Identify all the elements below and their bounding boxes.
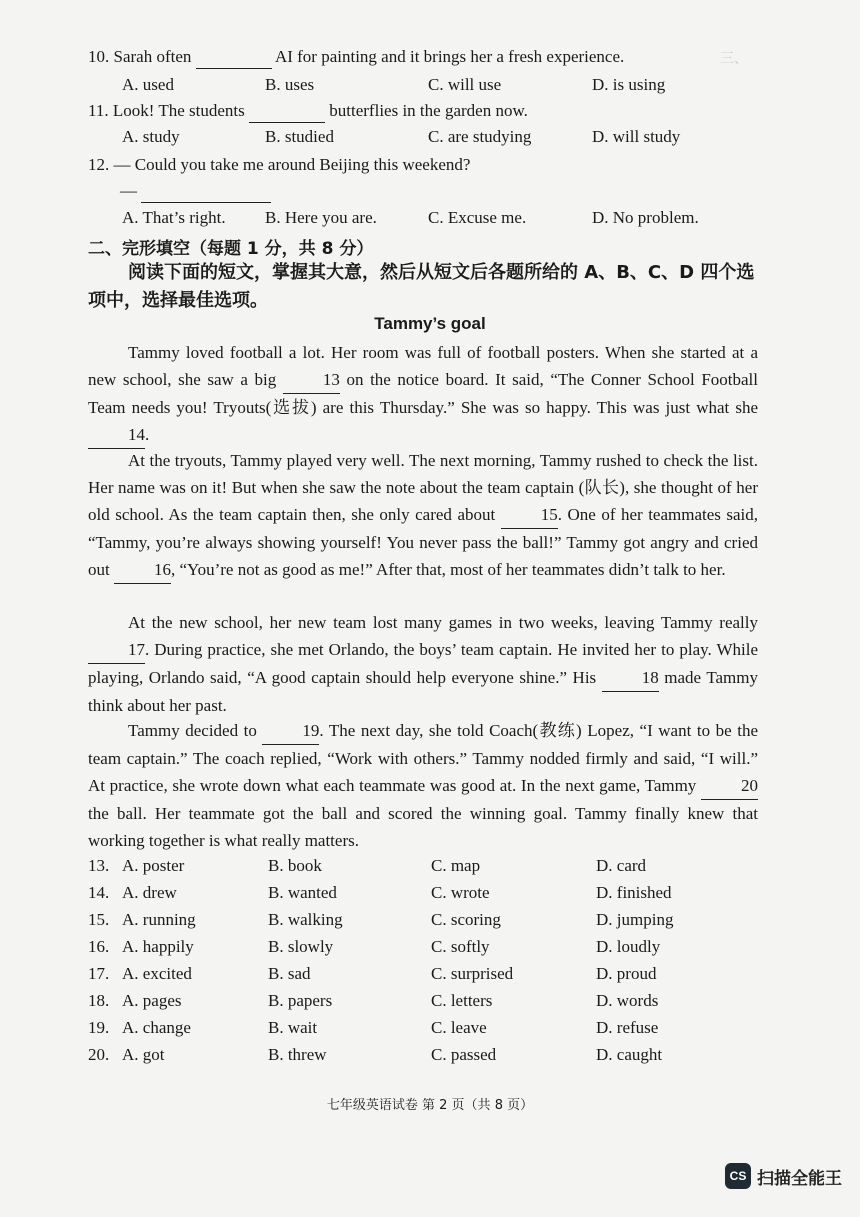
section-heading: 二、完形填空（每题 1 分，共 8 分） (88, 239, 374, 259)
choice-row-16: 16. A. happily B. slowly C. softly D. loudly (88, 937, 661, 956)
blank-20: 20 (701, 772, 758, 800)
blank-13: 13 (283, 366, 340, 394)
blank-16: 16 (114, 556, 171, 584)
choice-row-15: 15. A. running B. walking C. scoring D. jumping (88, 910, 674, 929)
passage-paragraph-4: Tammy decided to 19. The next day, she told Coach(教练) Lopez, “I want to be the team captain.” The coach replied, “Work with others.” Tammy nodded firmly and said, “I will.” At practice, she wrote down what each teammate was good at. In the next game, Tammy 20 the ball. Her teammate got the ball and scored the winning goal. Tammy finally knew that working together is what really matters. (88, 717, 758, 854)
bleed-through-text: 三、 (720, 51, 748, 67)
passage-paragraph-1: Tammy loved football a lot. Her room was full of football posters. When she started at a new school, she saw a big 13 on the notice board. It said, “The Conner School Football Team needs you! Tryouts(选拔) are this Thursday.” She was so happy. This was just what she 14. (88, 339, 758, 449)
blank-19: 19 (262, 717, 319, 745)
answer-blank (249, 100, 325, 123)
section-instruction: 阅读下面的短文，掌握其大意，然后从短文后各题所给的 A、B、C、D 四个选项中，选择最佳选项。 (88, 262, 755, 311)
blank-14: 14 (88, 421, 145, 449)
choice-row-20: 20. A. got B. threw C. passed D. caught (88, 1045, 663, 1064)
answer-blank (196, 46, 272, 69)
scanner-watermark (725, 1163, 842, 1189)
passage-paragraph-2: At the tryouts, Tammy played very well. The next morning, Tammy rushed to check the list. Her name was on it! But when she saw the note about the team captain (队长), she thought of her old school. As the team captain then, she only cared about 15. One of her teammates said, “Tammy, you’re always showing yourself! You never pass the ball!” Tammy got angry and cried out 16, “You’re not as good as me!” After that, most of her teammates didn’t talk to her. (88, 447, 758, 584)
choice-row-18: 18. A. pages B. papers C. letters D. words (88, 991, 659, 1010)
choice-row-19: 19. A. change B. wait C. leave D. refuse (88, 1018, 659, 1037)
exam-page: 三、 10. Sarah often AI for painting and it brings her a fresh experience. A. used B. uses C. will use D. is using 11. Look! The students butterflies in the garden now. A. study B. studied C. are studying D. will study 12. — Could you take me around Beijing this weekend? — A. That’s right. B. Here you are. C. Excuse me. D. No problem. 二、完形填空（每题 1 分，共 8 分） 阅读下面的短文，掌握其大意，然后从短文后各题所给的 A、B、C、D 四个选项中，选择最佳选项。 Tammy’s goal Tammy loved football a lot. Her room was full of football posters. When she started at a new school, she saw a big 13 on the notice board. It said, “The Conner School Football Team needs you! Tryouts(选拔) are this Thursday.” She was so happy. This was just what she 14. At the tryouts, Tammy played very well. The next morning, Tammy rushed to check the list. Her name was on it! But when she saw the note about the team captain (队长), she thought of her old school. As the team captain then, she only cared about 15. One of her teammates said, “Tammy, you’re always showing yourself! You never pass the ball!” Tammy got angry and cried out 16, “You’re not as good as me!” After that, most of her teammates didn’t talk to her. At the new school, her new team lost many games in two weeks, leaving Tammy really 17. During practice, she met Orlando, the boys’ team captain. He invited her to play. While playing, Orlando said, “A good captain should help everyone shine.” His 18 made Tammy think about her past. Tammy decided to 19. The next day, she told Coach(教练) Lopez, “I want to be the team captain.” The coach replied, “Work with others.” Tammy nodded firmly and said, “I will.” At practice, she wrote down what each teammate was good at. In the next game, Tammy 20 the ball. Her teammate got the ball and scored the winning goal. Tammy finally knew that working together is what really matters. 13. A. poster B. book C. map D. card 14. A. drew B. wanted C. wrote D. finished 15. A. running B. walking C. scoring D. jumping 16. A. happily B. slowly C. softly D. loudly 17. A. excited B. sad C. surprised D. proud 18. A. pages B. papers C. letters D. words 19. A. change B. wait C. leave D. refuse 20. A. got B. threw C. passed D. caught 七年级英语试卷 第 2 页（共 8 页） CS 扫描全能王 (0, 0, 860, 1217)
question-10: 10. Sarah often AI for painting and it brings her a fresh experience. (88, 46, 624, 69)
scanner-app-name: 扫描全能王 (757, 1168, 842, 1189)
passage-paragraph-3: At the new school, her new team lost many games in two weeks, leaving Tammy really 17. During practice, she met Orlando, the boys’ team captain. He invited her to play. While playing, Orlando said, “A good captain should help everyone shine.” His 18 made Tammy think about her past. (88, 613, 759, 715)
cs-logo-icon: CS (725, 1163, 751, 1189)
choice-row-13: 13. A. poster B. book C. map D. card (88, 856, 647, 875)
blank-18: 18 (602, 664, 659, 692)
page-footer: 七年级英语试卷 第 2 页（共 8 页） (326, 1098, 534, 1113)
question-12-reply: — (120, 180, 271, 203)
blank-15: 15 (501, 501, 558, 529)
answer-blank (141, 180, 271, 203)
blank-17: 17 (88, 636, 145, 664)
question-11: 11. Look! The students butterflies in the garden now. (88, 100, 528, 123)
choice-row-14: 14. A. drew B. wanted C. wrote D. finished (88, 883, 672, 902)
choice-row-17: 17. A. excited B. sad C. surprised D. proud (88, 964, 657, 983)
passage-title: Tammy’s goal (374, 314, 486, 333)
question-12: 12. — Could you take me around Beijing this weekend? (88, 155, 471, 174)
